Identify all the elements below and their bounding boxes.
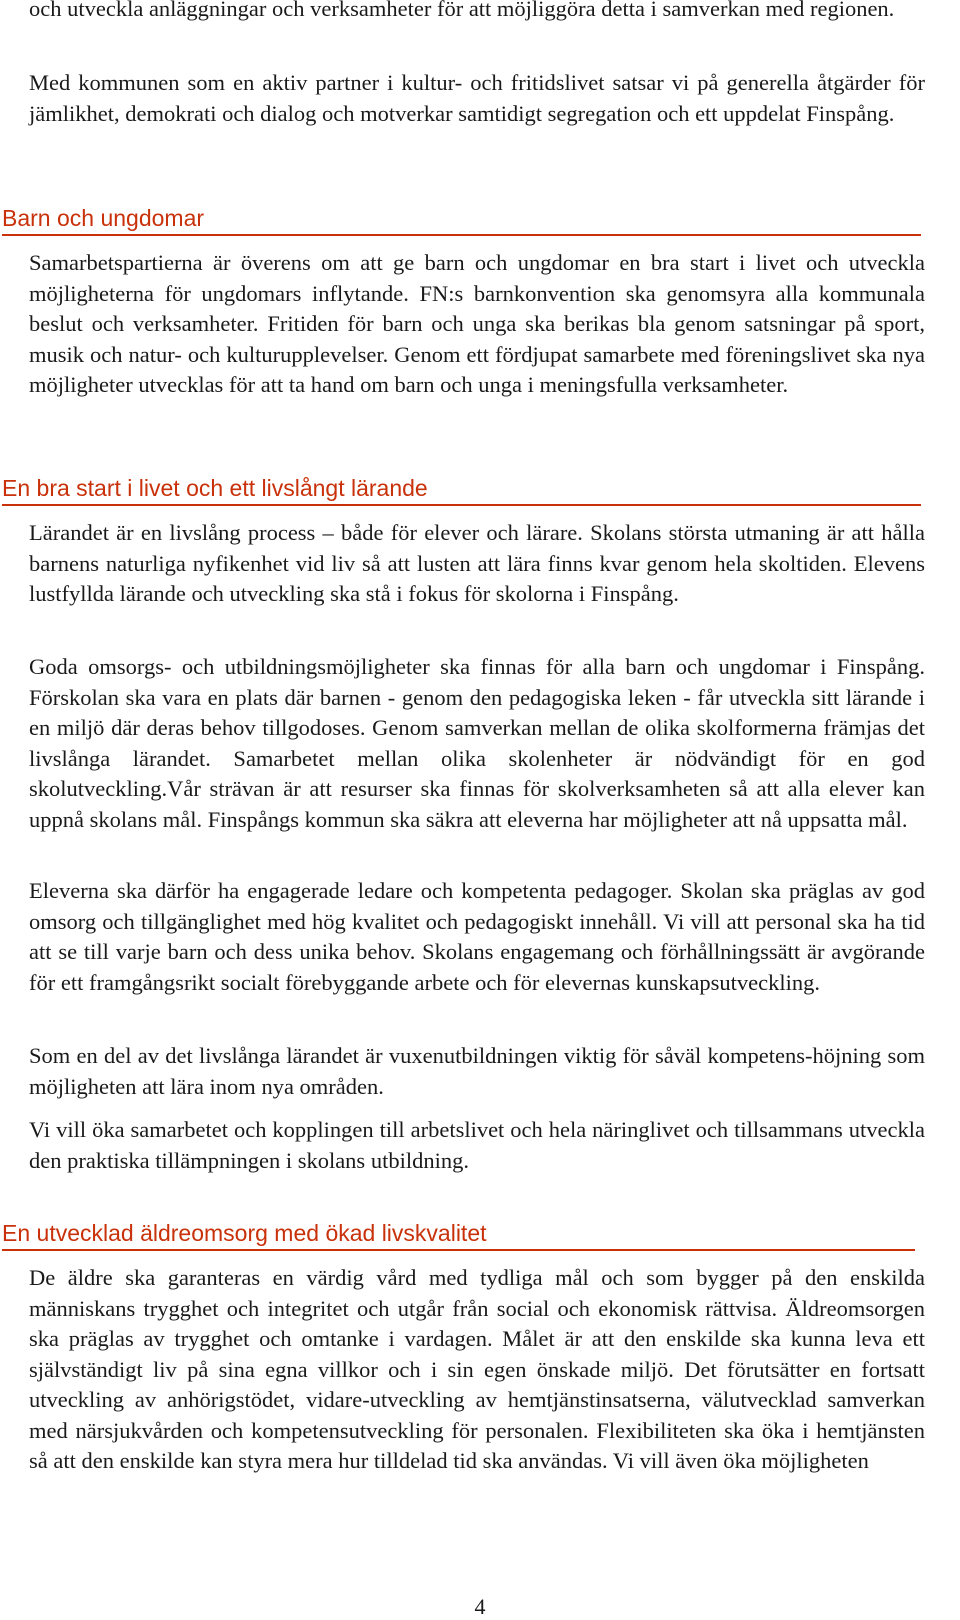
intro-paragraph-2: Med kommunen som en aktiv partner i kultur- och fritidslivet satsar vi på generella åtgärder för jämlikhet, demokrati och dialog och motverkar samtidigt segregation och ett uppdelat Finspång.: [29, 70, 925, 126]
section-heading-aldreomsorg: En utvecklad äldreomsorg med ökad livskvalitet: [2, 1219, 915, 1251]
section-paragraph: Som en del av det livslånga lärandet är vuxenutbildningen viktig för såväl kompetens-höjning som möjligheten att lära inom nya områden.: [29, 1043, 925, 1099]
section-paragraph: Samarbetspartierna är överens om att ge barn och ungdomar en bra start i livet och utveckla möjligheterna för ungdomars inflytande. FN:s barnkonvention ska genomsyra alla kommunala beslut och verksamheter. Fritiden för barn och unga ska berikas bla genom satsningar på sport, musik och natur- och kulturupplevelser. Genom ett fördjupat samarbete med föreningslivet ska nya möjligheter utvecklas för att ta hand om barn och unga i meningsfulla verksamheter.: [29, 250, 925, 397]
section-heading-barn-och-ungdomar: Barn och ungdomar: [2, 204, 921, 236]
section-paragraph: Eleverna ska därför ha engagerade ledare och kompetenta pedagoger. Skolan ska präglas av god omsorg och tillgänglighet med hög kvalitet och pedagogiskt innehåll. Vi vill att personal ska ha tid att se till varje barn och dess unika behov. Skolans engagemang och förhållningssätt är avgörande för ett framgångsrikt socialt förebyggande arbete och för elevernas kunskapsutveckling.: [29, 878, 925, 995]
page-number: 4: [474, 1594, 486, 1619]
intro-paragraph-1: och utveckla anläggningar och verksamheter för att möjliggöra detta i samverkan med regionen.: [29, 0, 895, 21]
section-paragraph: Lärandet är en livslång process – både för elever och lärare. Skolans största utmaning är att hålla barnens naturliga nyfikenhet vid liv så att lusten att lära finns kvar genom hela skoltiden. Elevens lustfyllda lärande och utveckling ska stå i fokus för skolorna i Finspång.: [29, 520, 925, 606]
section-heading-livslangt-larande: En bra start i livet och ett livslångt lärande: [2, 474, 921, 506]
section-paragraph: Goda omsorgs- och utbildningsmöjligheter ska finnas för alla barn och ungdomar i Finspång. Förskolan ska vara en plats där barnen - genom den pedagogiska leken - får utveckla sitt lärande i en miljö där deras behov tillgodoses. Genom samverkan mellan de olika skolformerna främjas det livslånga lärandet. Samarbetet mellan olika skolenheter är nödvändigt för en god skolutveckling.Vår strävan är att resurser ska finnas för skolverksamheten så att alla elever kan uppnå skolans mål. Finspångs kommun ska säkra att eleverna har möjligheter att nå uppsatta mål.: [29, 654, 925, 832]
section-paragraph: Vi vill öka samarbetet och kopplingen till arbetslivet och hela näringlivet och tillsammans utveckla den praktiska tillämpningen i skolans utbildning.: [29, 1117, 925, 1173]
section-paragraph: De äldre ska garanteras en värdig vård med tydliga mål och som bygger på den enskilda människans trygghet och integritet och utgår från social och ekonomisk rättvisa. Äldreomsorgen ska präglas av trygghet och omtanke i vardagen. Målet är att den enskilde ska kunna leva ett självständigt liv på sina egna villkor och i sin egen önskade miljö. Det förutsätter en fortsatt utveckling av anhörigstödet, vidare-utveckling av hemtjänstinsatserna, välutvecklad samverkan med närsjukvården och kompetensutveckling för personalen. Flexibiliteten ska öka i hemtjänsten så att den enskilde kan styra mera hur tilldelad tid ska användas. Vi vill även öka möjligheten: [29, 1265, 925, 1473]
